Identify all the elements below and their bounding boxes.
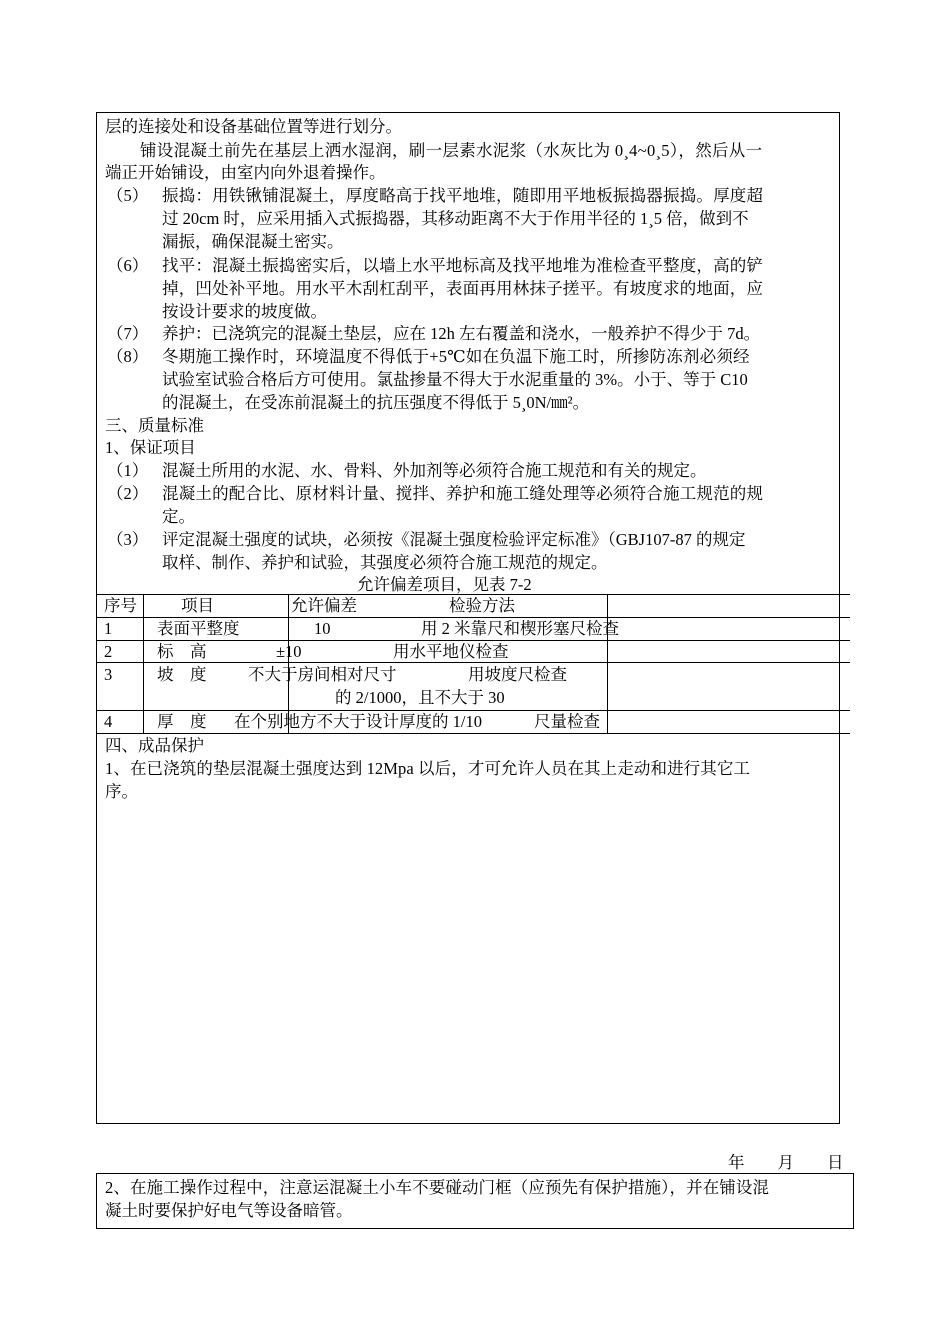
table-header-cell: 项目: [181, 596, 214, 615]
table-cell: 4: [104, 712, 113, 731]
table-col-rule: [143, 594, 144, 734]
item-number: （8）: [107, 347, 149, 366]
table-header-cell: 允许偏差: [291, 596, 357, 615]
text-line: 找平：混凝土振捣密实后，以墙上水平地标高及找平地堆为准检查平整度，高的铲: [162, 256, 764, 275]
text-line: 掉，凹处补平地。用水平木刮杠刮平，表面再用林抹子搓平。有坡度求的地面，应: [162, 279, 764, 298]
text-line: 养护：已浇筑完的混凝土垫层，应在 12h 左右覆盖和浇水，一般养护不得少于 7d。: [162, 324, 761, 343]
text-line: 1、在已浇筑的垫层混凝土强度达到 12Mpa 以后，才可允许人员在其上走动和进行其它工: [105, 759, 751, 778]
text-line: 混凝土的配合比、原材料计量、搅拌、养护和施工缝处理等必须符合施工规范的规: [162, 484, 764, 503]
text-line: 端正开始铺设，由室内向外退着操作。: [105, 163, 386, 182]
text-line: 评定混凝土强度的试块，必须按《混凝土强度检验评定标准》（GBJ107-87 的规定: [162, 530, 746, 549]
table-header-cell: 检验方法: [449, 596, 515, 615]
text-line: 漏振，确保混凝土密实。: [162, 232, 344, 251]
subsection-heading: 1、保证项目: [105, 438, 196, 457]
table-cell: 不大于房间相对尺寸: [248, 665, 397, 684]
table-cell: 2: [104, 642, 113, 661]
text-line: 层的连接处和设备基础位置等进行划分。: [105, 117, 402, 136]
table-cell: 厚 度: [157, 712, 207, 731]
section-heading: 四、成品保护: [105, 736, 204, 755]
table-cell: 1: [104, 619, 113, 638]
text-line: 冬期施工操作时，环境温度不得低于+5℃如在负温下施工时，所掺防冻剂必须经: [162, 347, 750, 366]
text-line: 凝土时要保护好电气等设备暗管。: [105, 1201, 353, 1220]
table-rule: [96, 733, 850, 734]
table-cell: 用水平地仪检查: [393, 642, 509, 661]
text-line: 振捣：用铁锹铺混凝土，厚度略高于找平地堆，随即用平地板振捣器振捣。厚度超: [162, 186, 764, 205]
text-line: 的混凝土，在受冻前混凝土的抗压强度不得低于 5¸0N/㎜²。: [162, 393, 590, 412]
table-cell: 在个别地方不大于设计厚度的 1/10: [234, 712, 482, 731]
table-cell: 坡 度: [157, 665, 207, 684]
text-line: 混凝土所用的水泥、水、骨料、外加剂等必须符合施工规范和有关的规定。: [162, 461, 707, 480]
item-number: （7）: [107, 324, 149, 343]
text-line: 铺设混凝土前先在基层上洒水湿润，刷一层素水泥浆（水灰比为 0¸4~0¸5），然后从一: [140, 141, 763, 160]
text-line: 按设计要求的坡度做。: [162, 302, 327, 321]
table-cell: 用坡度尺检查: [468, 665, 567, 684]
item-number: （1）: [107, 461, 149, 480]
date-label: 年 月 日: [728, 1153, 844, 1172]
text-line: 取样、制作、养护和试验，其强度必须符合施工规范的规定。: [162, 553, 608, 572]
item-number: （2）: [107, 484, 149, 503]
item-number: （3）: [107, 530, 149, 549]
table-cell: 用 2 米靠尺和楔形塞尺检查: [421, 619, 619, 638]
text-line: 过 20cm 时，应采用插入式振捣器，其移动距离不大于作用半径的 1¸5 倍，做到不: [162, 209, 749, 228]
table-cell: 表面平整度: [157, 619, 240, 638]
table-cell: 3: [104, 665, 113, 684]
table-col-rule: [607, 594, 608, 734]
table-cell: 标 高: [157, 642, 207, 661]
table-caption: 允许偏差项目，见表 7-2: [357, 575, 532, 594]
table-cell: 的 2/1000，且不大于 30: [335, 688, 505, 707]
section-heading: 三、质量标准: [105, 416, 204, 435]
table-cell: ±10: [276, 642, 302, 661]
text-line: 定。: [162, 507, 195, 526]
item-number: （5）: [107, 186, 149, 205]
text-line: 2、在施工操作过程中，注意运混凝土小车不要碰动门框（应预先有保护措施），并在铺设混: [105, 1178, 770, 1197]
text-line: 序。: [105, 782, 138, 801]
text-line: 试验室试验合格后方可使用。氯盐掺量不得大于水泥重量的 3%。小于、等于 C10: [162, 370, 748, 389]
table-cell: 尺量检查: [534, 712, 600, 731]
table-header-cell: 序号: [104, 596, 137, 615]
table-cell: 10: [314, 619, 331, 638]
item-number: （6）: [107, 256, 149, 275]
